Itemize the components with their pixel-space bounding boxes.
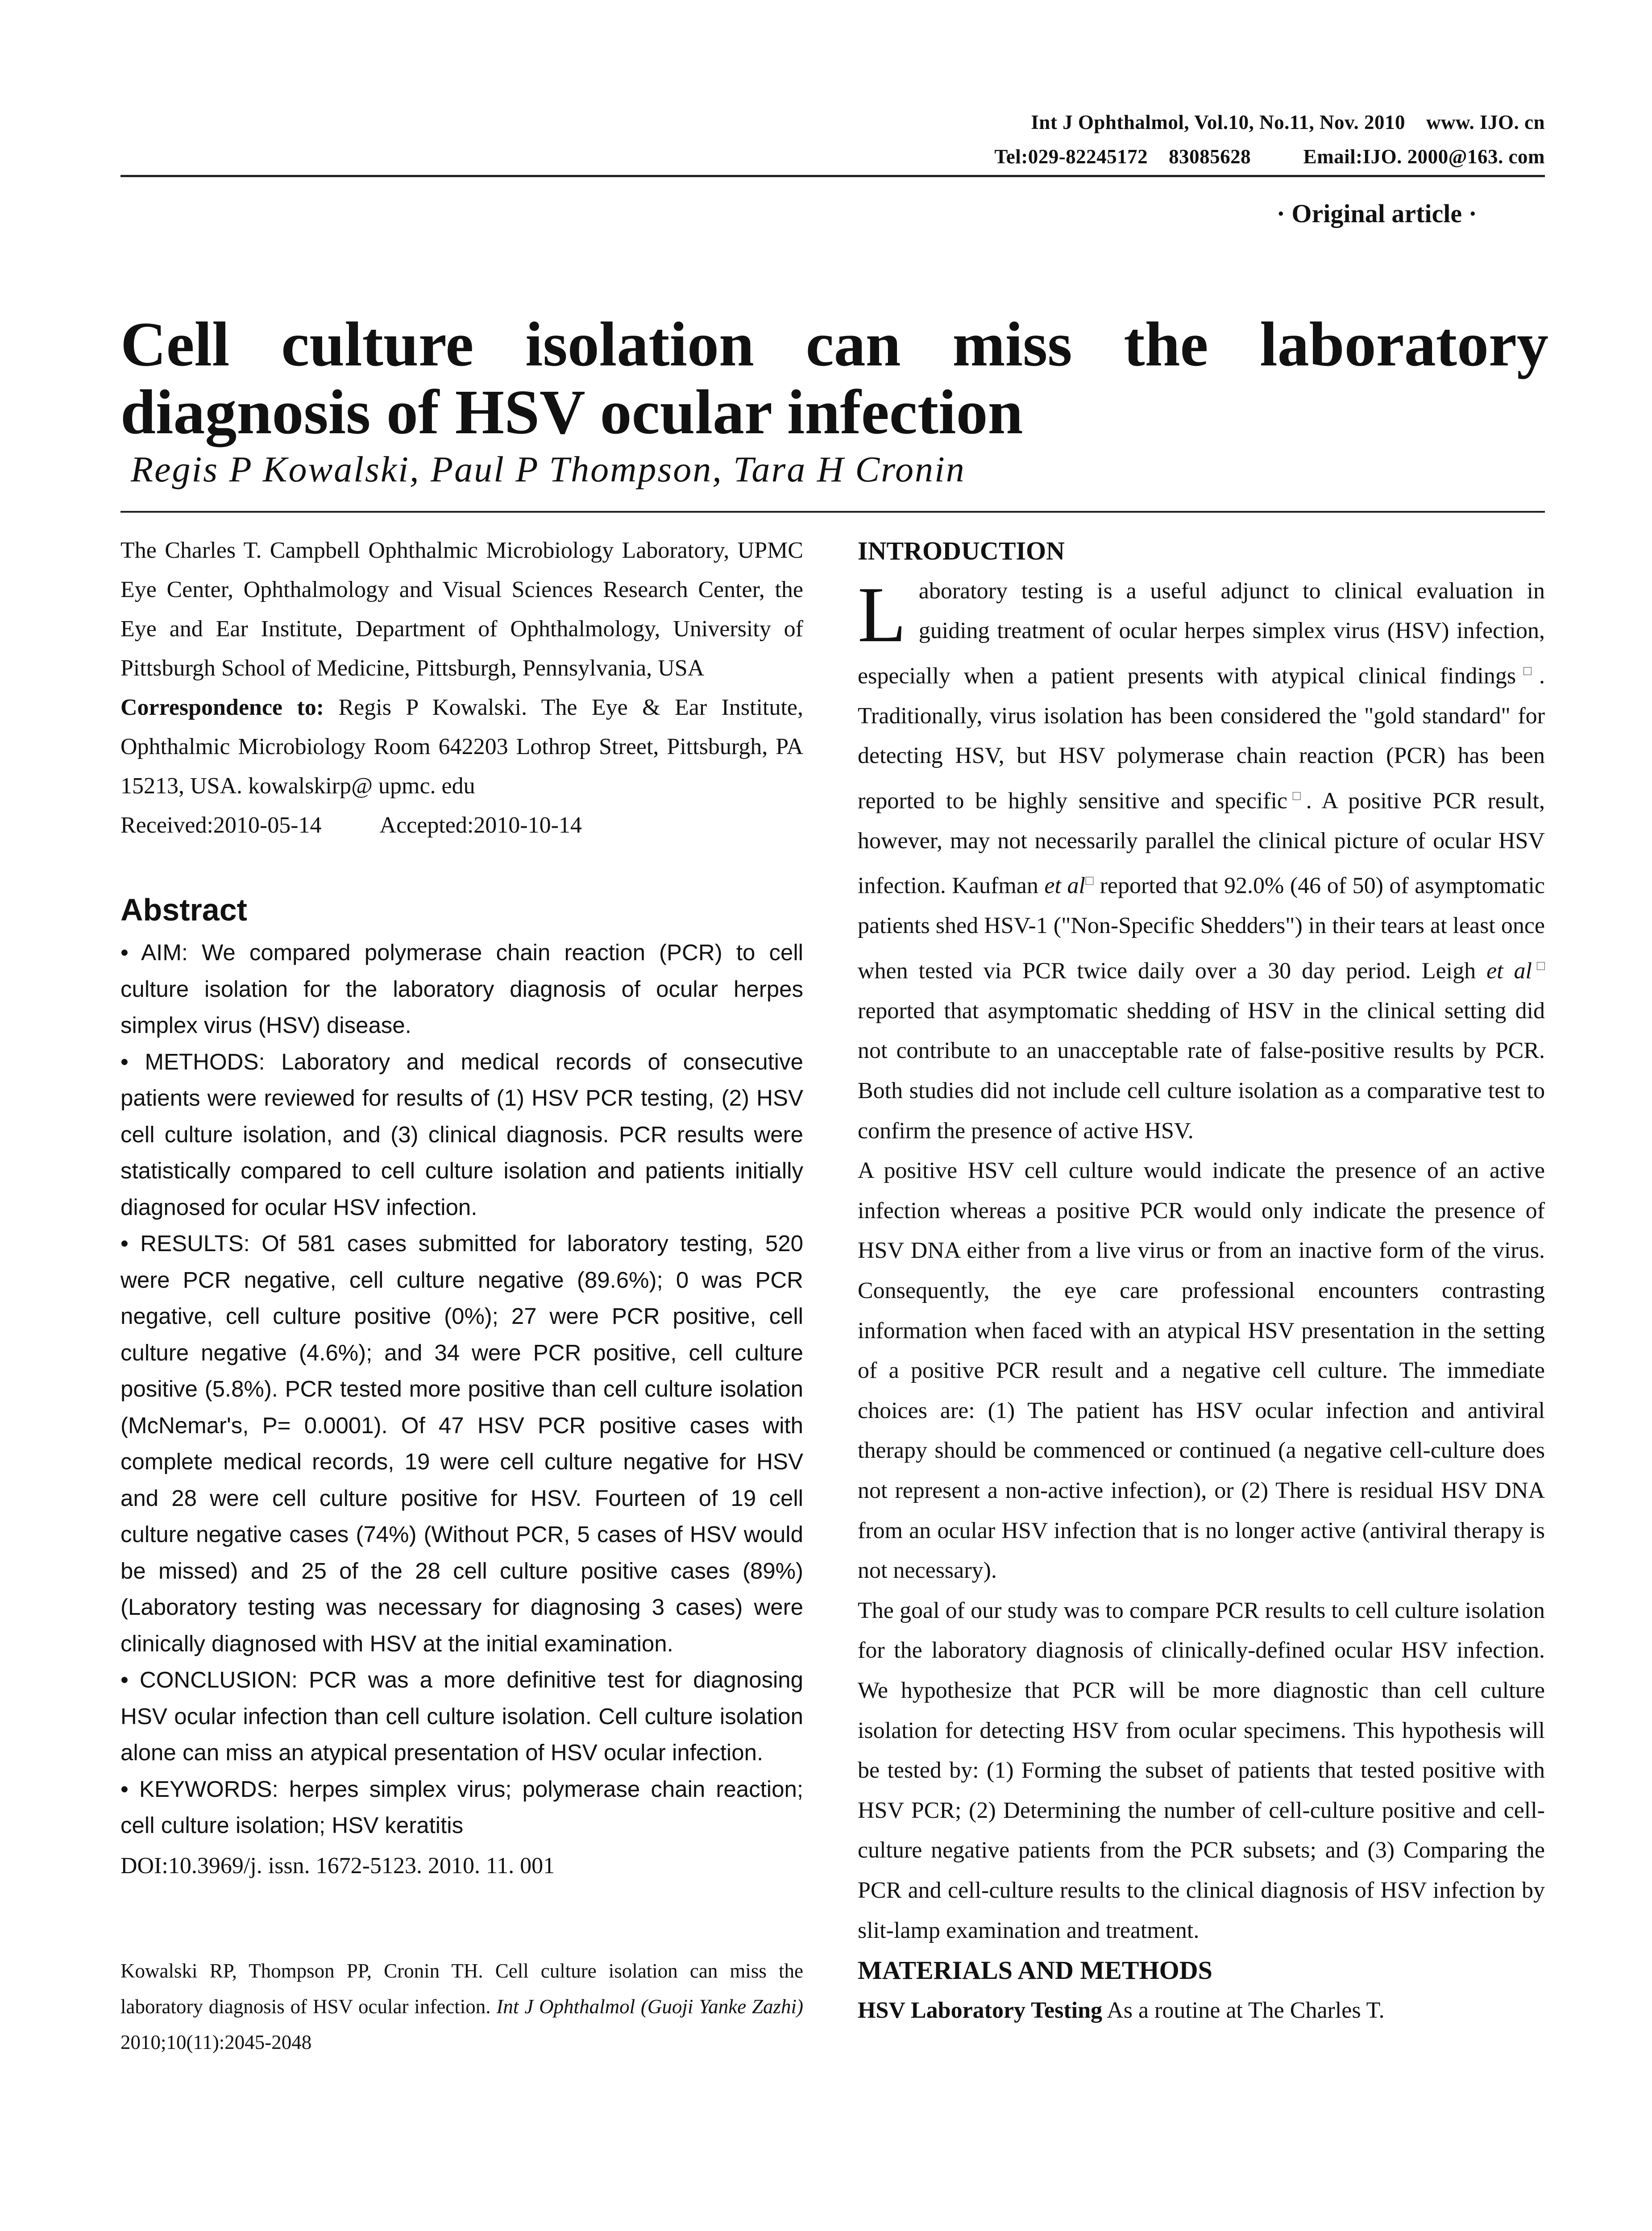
article-type-label: · Original article ·: [1276, 199, 1477, 228]
methods-heading: MATERIALS AND METHODS: [858, 1956, 1212, 1985]
received-date: Received:2010-05-14: [120, 813, 322, 838]
intro-text-e: reported that asymptomatic shedding of HSV in the clinical setting did not contribute to an unacceptable rate of false-positive results by PCR. Both studies did not include cell culture isolation as a comparative test to confirm the presence of active HSV.: [858, 998, 1545, 1144]
right-column: [858, 531, 1545, 2030]
intro-text-a: aboratory testing is a useful adjunct to clinical evaluation in guiding treatment of ocular herpes simplex virus (HSV) infection, especially when a patient presents with atypical clinical findings: [858, 578, 1545, 689]
reference-mark: □: [1516, 663, 1540, 678]
correspondence-label: Correspondence to:: [120, 695, 324, 720]
methods-text: As a routine at The Charles T.: [1102, 1997, 1385, 2023]
abstract-results: • RESULTS: Of 581 cases submitted for laboratory testing, 520 were PCR negative, cell culture negative (89.6%); 0 was PCR negative, cell culture positive (0%); 27 were PCR positive, cell culture negative (4.6%); and 34 were PCR positive, cell culture positive (5.8%). PCR tested more positive than cell culture isolation (McNemar's, P= 0.0001). Of 47 HSV PCR positive cases with complete medical records, 19 were cell culture negative for HSV and 28 were cell culture positive for HSV. Fourteen of 19 cell culture negative cases (74%) (Without PCR, 5 cases of HSV would be missed) and 25 of the 28 cell culture positive cases (89%) (Laboratory testing was necessary for diagnosing 3 cases) were clinically diagnosed with HSV at the initial examination.: [120, 1231, 803, 1656]
article-title: Cell culture isolation can miss the laboratory diagnosis of HSV ocular infection: [120, 309, 1548, 448]
introduction-paragraph-1: [858, 571, 1545, 1151]
journal-header-line2: Tel:029-82245172 83085628 Email:IJO. 2000@163. com: [994, 145, 1545, 168]
drop-cap: L: [858, 570, 906, 659]
intro-text-b: . Traditionally, virus isolation has been considered the "gold standard" for detecting HSV, but HSV polymerase chain reaction (PCR) has been reported to be highly sensitive and specific: [858, 663, 1545, 814]
abstract-methods: • METHODS: Laboratory and medical records of consecutive patients were reviewed for results of (1) HSV PCR testing, (2) HSV cell culture isolation, and (3) clinical diagnosis. PCR results were statistically compared to cell culture isolation and patients initially diagnosed for ocular HSV infection.: [120, 1049, 803, 1220]
reference-mark: □: [1085, 873, 1094, 888]
introduction-heading: INTRODUCTION: [858, 536, 1065, 565]
introduction-paragraph-2: A positive HSV cell culture would indicate the presence of an active infection whereas a positive PCR would only indicate the presence of HSV DNA either from a live virus or from an inactive form of the virus. Consequently, the eye care professional encounters contrasting information when faced with an atypical HSV presentation in the setting of a positive PCR result and a negative cell culture. The immediate choices are: (1) The patient has HSV ocular infection and antiviral therapy should be commenced or continued (a negative cell-culture does not represent a non-active infection), or (2) There is residual HSV DNA from an ocular HSV infection that is no longer active (antiviral therapy is not necessary).: [858, 1158, 1545, 1584]
introduction-paragraph-3: The goal of our study was to compare PCR results to cell culture isolation for the laboratory diagnosis of clinically-defined ocular HSV infection. We hypothesize that PCR will be more diagnostic than cell culture isolation for detecting HSV from ocular specimens. This hypothesis will be tested by: (1) Forming the subset of patients that tested positive with HSV PCR; (2) Determining the number of cell-culture positive and cell-culture negative patients from the PCR subsets; and (3) Comparing the PCR and cell-culture results to the clinical diagnosis of HSV infection by slit-lamp examination and treatment.: [858, 1597, 1545, 1943]
abstract-aim: • AIM: We compared polymerase chain reaction (PCR) to cell culture isolation for the laboratory diagnosis of ocular herpes simplex virus (HSV) disease.: [120, 940, 803, 1038]
article-dates: [120, 806, 803, 845]
left-column: [120, 531, 803, 2080]
correspondence: [120, 688, 803, 806]
et-al: et al: [1486, 958, 1532, 984]
affiliation: The Charles T. Campbell Ophthalmic Microbiology Laboratory, UPMC Eye Center, Ophthalmology and Visual Sciences Research Center, the Eye and Ear Institute, Department of Ophthalmology, University of Pittsburgh School of Medicine, Pittsburgh, Pennsylvania, USA: [120, 538, 803, 681]
journal-header-line1: Int J Ophthalmol, Vol.10, No.11, Nov. 2010 www. IJO. cn: [1031, 111, 1545, 133]
citation-volume: 2010;10(11):2045-2048: [120, 2031, 312, 2053]
intro-text-d: reported that 92.0% (46 of 50) of asymptomatic patients shed HSV-1 ("Non-Specific Shedders") in their tears at least once when tested via PCR twice daily over a 30 day period. Leigh: [858, 873, 1545, 984]
citation-text: Kowalski RP, Thompson PP, Cronin TH. Cell culture isolation can miss the laboratory diagnosis of HSV ocular infection.: [120, 1959, 803, 2018]
citation: [120, 1953, 803, 2060]
citation-journal: Int J Ophthalmol (Guoji Yanke Zazhi): [496, 1995, 803, 2018]
author-list: Regis P Kowalski, Paul P Thompson, Tara H Cronin: [131, 449, 966, 489]
accepted-date: Accepted:2010-10-14: [379, 813, 582, 838]
authors-divider: [120, 511, 1545, 513]
methods-paragraph: [858, 1990, 1545, 2031]
correspondence-text: Regis P Kowalski. The Eye & Ear Institute, Ophthalmic Microbiology Room 642203 Lothrop Street, Pittsburgh, PA 15213, USA. kowalskirp@ upmc. edu: [120, 695, 803, 799]
abstract-keywords: • KEYWORDS: herpes simplex virus; polymerase chain reaction; cell culture isolation; HSV keratitis: [120, 1776, 803, 1838]
header-divider: [120, 175, 1545, 177]
et-al: et al: [1044, 873, 1085, 899]
intro-text-c: . A positive PCR result, however, may not necessarily parallel the clinical picture of ocular HSV infection. Kaufman: [858, 788, 1545, 899]
abstract-conclusion: • CONCLUSION: PCR was a more definitive test for diagnosing HSV ocular infection than cell culture isolation. Cell culture isolation alone can miss an atypical presentation of HSV ocular infection.: [120, 1667, 803, 1765]
doi: DOI:10.3969/j. issn. 1672-5123. 2010. 11. 001: [120, 1853, 555, 1879]
abstract-heading: Abstract: [120, 892, 247, 927]
methods-subheading: HSV Laboratory Testing: [858, 1997, 1103, 2023]
reference-mark: □: [1532, 958, 1545, 973]
reference-mark: □: [1287, 788, 1306, 803]
